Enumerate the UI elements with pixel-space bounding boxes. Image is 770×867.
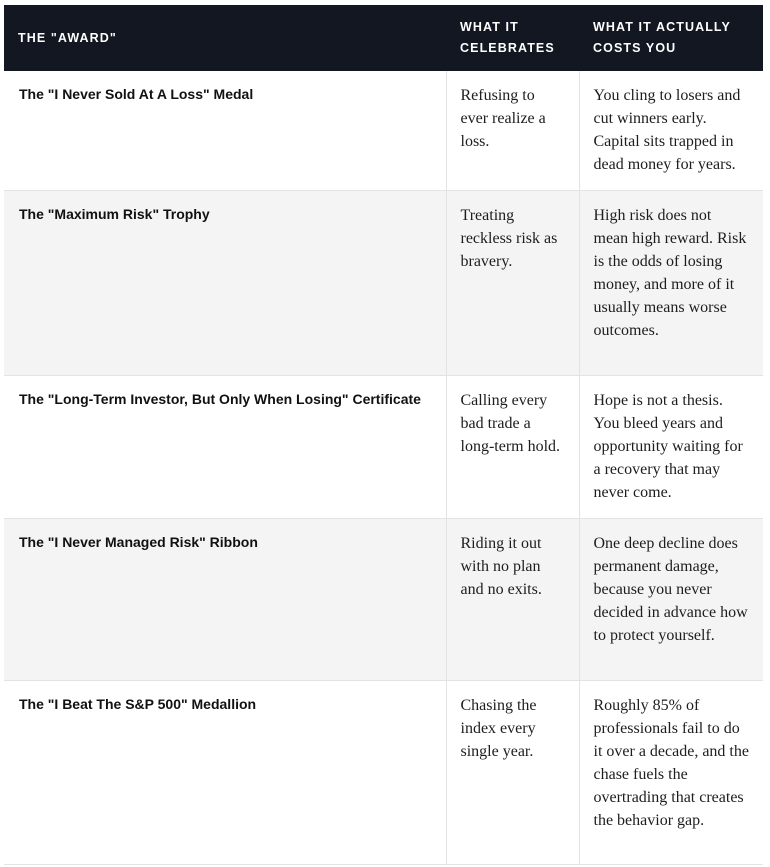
award-name-cell: The "I Never Sold At A Loss" Medal — [4, 71, 446, 191]
column-header-costs: WHAT IT ACTUALLY COSTS YOU — [579, 5, 763, 71]
award-name-cell: The "Maximum Risk" Trophy — [4, 191, 446, 376]
costs-cell: Roughly 85% of professionals fail to do it over a decade, and the chase fuels the overtrading that creates the behavior gap. — [579, 681, 763, 865]
table-header — [4, 5, 763, 71]
costs-cell: High risk does not mean high reward. Risk is the odds of losing money, and more of it usually means worse outcomes. — [579, 191, 763, 376]
header-row — [4, 5, 763, 71]
table-row — [4, 376, 763, 519]
celebrates-cell: Treating reckless risk as bravery. — [446, 191, 579, 376]
table-row — [4, 681, 763, 865]
celebrates-cell: Refusing to ever realize a loss. — [446, 71, 579, 191]
costs-cell: Hope is not a thesis. You bleed years and opportunity waiting for a recovery that may never come. — [579, 376, 763, 519]
table-row — [4, 71, 763, 191]
award-name-cell: The "I Never Managed Risk" Ribbon — [4, 519, 446, 681]
award-name-cell: The "I Beat The S&P 500" Medallion — [4, 681, 446, 865]
column-header-award: THE "AWARD" — [4, 5, 446, 71]
celebrates-cell: Riding it out with no plan and no exits. — [446, 519, 579, 681]
table-body — [4, 71, 763, 865]
costs-cell: You cling to losers and cut winners early. Capital sits trapped in dead money for years. — [579, 71, 763, 191]
table-row — [4, 191, 763, 376]
award-name-cell: The "Long-Term Investor, But Only When Losing" Certificate — [4, 376, 446, 519]
table-row — [4, 519, 763, 681]
awards-table — [4, 5, 763, 865]
column-header-celebrates: WHAT IT CELEBRATES — [446, 5, 579, 71]
celebrates-cell: Chasing the index every single year. — [446, 681, 579, 865]
costs-cell: One deep decline does permanent damage, because you never decided in advance how to protect yourself. — [579, 519, 763, 681]
celebrates-cell: Calling every bad trade a long-term hold. — [446, 376, 579, 519]
